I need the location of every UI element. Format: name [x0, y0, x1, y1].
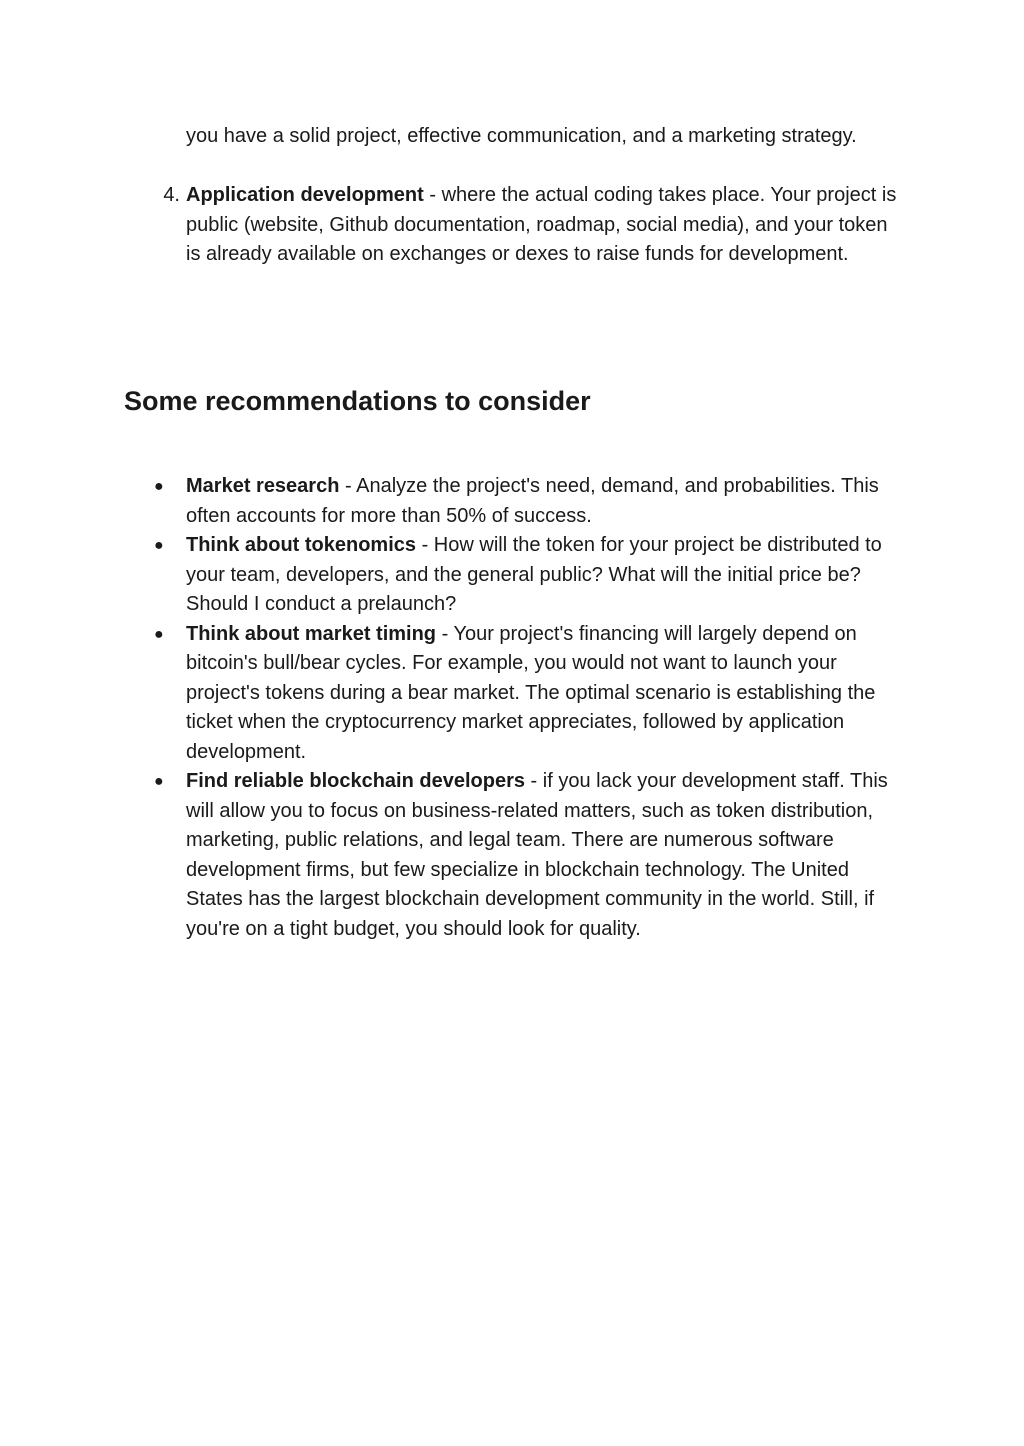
recommendations-list	[154, 472, 901, 944]
continuation-text: you have a solid project, effective communication, and a marketing strategy.	[186, 125, 857, 147]
item-term: Find reliable blockchain developers	[186, 770, 525, 792]
item-text: - Your project's financing will largely depend on bitcoin's bull/bear cycles. For example, you would not want to launch your project's tokens during a bear market. The optimal scenario is establishing the ticket when the cryptocurrency market appreciates, followed by application development.	[186, 622, 876, 763]
list-item	[154, 472, 901, 531]
item-text: - How will the token for your project be distributed to your team, developers, and the general public? What will the initial price be? Should I conduct a prelaunch?	[186, 534, 882, 615]
list-item	[154, 620, 901, 768]
continuation-paragraph	[186, 122, 886, 152]
item-term: Application development	[186, 184, 424, 206]
item-term: Market research	[186, 475, 340, 497]
bullet-icon: ●	[154, 773, 164, 790]
item-text: - where the actual coding takes place. Your project is public (website, Github documentation, roadmap, social media), and your token is already available on exchanges or dexes to raise funds for development.	[186, 184, 897, 265]
list-item	[154, 531, 901, 620]
list-item	[154, 767, 901, 944]
item-term: Think about tokenomics	[186, 534, 417, 556]
item-text: - if you lack your development staff. This will allow you to focus on business-related matters, such as token distribution, marketing, public relations, and legal team. There are numerous software development firms, but few specialize in blockchain technology. The United States has the largest blockchain development community in the world. Still, if you're on a tight budget, you should look for quality.	[186, 770, 888, 940]
section-heading: Some recommendations to consider	[124, 386, 591, 416]
item-term: Think about market timing	[186, 622, 437, 645]
bullet-icon: ●	[154, 537, 164, 554]
item-text: - Analyze the project's need, demand, and probabilities. This often accounts for more than 50% of success.	[186, 475, 879, 527]
bullet-icon: ●	[154, 625, 164, 643]
numbered-list-item	[163, 181, 898, 270]
bullet-icon: ●	[154, 478, 164, 495]
list-number: 4.	[163, 184, 180, 206]
